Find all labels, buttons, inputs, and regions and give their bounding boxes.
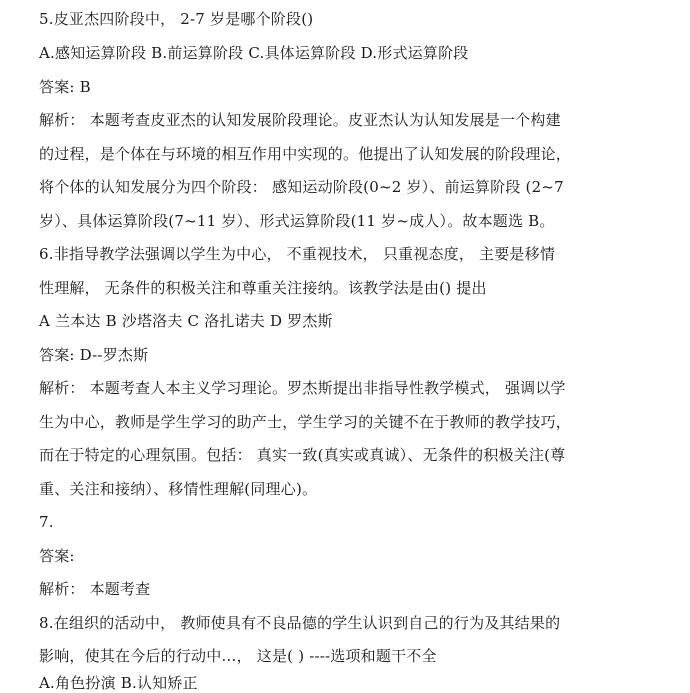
q7-question: 7. [39,513,54,531]
q6-question-line-1: 6.非指导教学法强调以学生为中心， 不重视技术， 只重视态度， 主要是移情 [39,245,556,263]
q6-question-line-2: 性理解， 无条件的积极关注和尊重关注接纳。该教学法是由() 提出 [39,279,487,297]
q7-analysis: 解析： 本题考查 [39,580,151,598]
q6-analysis-line-2: 生为中心，教师是学生学习的助产士，学生学习的关键不在于教师的教学技巧， [39,413,572,431]
q6-answer: 答案: D--罗杰斯 [39,346,149,364]
q5-analysis-line-2: 的过程，是个体在与环境的相互作用中实现的。他提出了认知发展的阶段理论， [39,145,572,163]
q8-options: A.角色扮演 B.认知矫正 [39,674,198,692]
q8-question-line-1: 8.在组织的活动中， 教师使具有不良品德的学生认识到自己的行为及其结果的 [39,614,561,632]
q5-answer: 答案: B [39,78,91,96]
q6-options: A 兰本达 B 沙塔洛夫 C 洛扎诺夫 D 罗杰斯 [39,312,333,330]
q6-analysis-line-1: 解析： 本题考查人本主义学习理论。罗杰斯提出非指导性教学模式， 强调以学 [39,379,566,397]
q7-answer: 答案: [39,547,75,565]
q6-analysis-line-3: 而在于特定的心理氛围。包括： 真实一致(真实或真诚）、无条件的积极关注(尊 [39,446,566,464]
q5-question: 5.皮亚杰四阶段中， 2-7 岁是哪个阶段() [39,10,314,28]
q5-analysis-line-4: 岁）、具体运算阶段(7~11 岁）、形式运算阶段(11 岁~成人）。故本题选 B。 [39,212,555,230]
q5-options: A.感知运算阶段 B.前运算阶段 C.具体运算阶段 D.形式运算阶段 [39,44,469,62]
q6-analysis-line-4: 重、关注和接纳）、移情性理解(同理心)。 [39,480,318,498]
q8-question-line-2: 影响，使其在今后的行动中…， 这是( ) ----选项和题干不全 [39,647,437,665]
q5-analysis-line-3: 将个体的认知发展分为四个阶段： 感知运动阶段(0~2 岁）、前运算阶段 (2~7 [39,178,564,196]
q5-analysis-line-1: 解析： 本题考查皮亚杰的认知发展阶段理论。皮亚杰认为认知发展是一个构建 [39,111,561,129]
